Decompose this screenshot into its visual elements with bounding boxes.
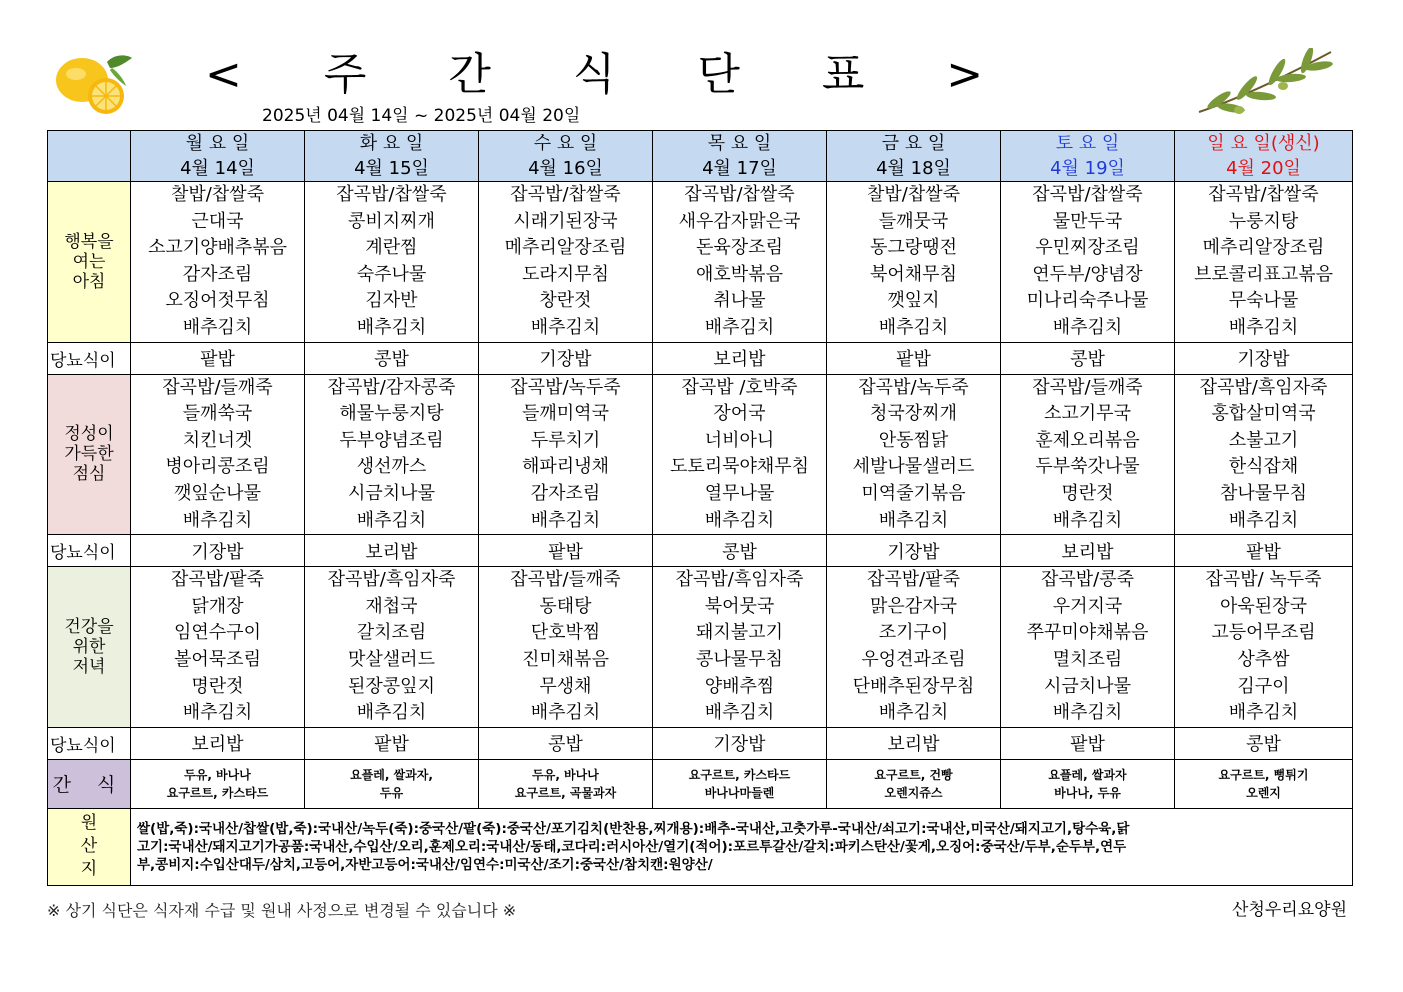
menu-item: 깻잎순나물 bbox=[174, 482, 261, 504]
breakfast-menu-fri bbox=[827, 182, 1001, 343]
lunch-menu-sun bbox=[1175, 374, 1353, 535]
breakfast-diabetic-row bbox=[48, 342, 1353, 374]
menu-item: 훈제오리볶음 bbox=[1035, 429, 1140, 451]
menu-item: 우엉견과조림 bbox=[861, 648, 966, 670]
menu-item: 배추김치 bbox=[1052, 702, 1123, 724]
menu-item: 배추김치 bbox=[530, 509, 601, 531]
dinner-menu-sun bbox=[1175, 567, 1353, 728]
menu-item: 숙주나물 bbox=[356, 263, 427, 285]
breakfast-menu-mon bbox=[131, 182, 305, 343]
breakfast-menu-sat bbox=[1001, 182, 1175, 343]
snack-tue: 요플레, 쌀과자, 두유 bbox=[305, 759, 479, 808]
menu-item: 배추김치 bbox=[704, 316, 775, 338]
menu-item: 배추김치 bbox=[878, 509, 949, 531]
menu-item: 들깨미역국 bbox=[522, 403, 609, 425]
lunch-menu-fri bbox=[827, 374, 1001, 535]
menu-item: 열무나물 bbox=[704, 482, 775, 504]
menu-item: 도토리묵야채무침 bbox=[669, 456, 810, 478]
day-header-tue: 화 요 일 4월 15일 bbox=[305, 131, 479, 182]
menu-item: 깻잎지 bbox=[887, 290, 940, 312]
lunch-diabetic-wed: 팥밥 bbox=[479, 535, 653, 567]
organization-name: 산청우리요양원 bbox=[1232, 900, 1347, 920]
menu-item: 잡곡밥 /호박죽 bbox=[681, 376, 798, 398]
menu-item: 청국장찌개 bbox=[870, 403, 957, 425]
lunch-menu-tue bbox=[305, 374, 479, 535]
menu-item: 잡곡밥/들깨죽 bbox=[510, 569, 621, 591]
snack-thu: 요구르트, 카스타드 바나나마들렌 bbox=[653, 759, 827, 808]
snack-sat: 요플레, 쌀과자 바나나, 두유 bbox=[1001, 759, 1175, 808]
diabetic-label: 당뇨식이 bbox=[48, 342, 131, 374]
breakfast-menu-sun bbox=[1175, 182, 1353, 343]
day-header-sun: 일 요 일(생신) 4월 20일 bbox=[1175, 131, 1353, 182]
menu-item: 우민찌장조림 bbox=[1035, 237, 1140, 259]
menu-item: 배추김치 bbox=[182, 316, 253, 338]
lunch-diabetic-tue: 보리밥 bbox=[305, 535, 479, 567]
lunch-diabetic-fri: 기장밥 bbox=[827, 535, 1001, 567]
menu-item: 미역줄기볶음 bbox=[861, 482, 966, 504]
menu-item: 배추김치 bbox=[704, 509, 775, 531]
menu-item: 상추쌈 bbox=[1237, 648, 1290, 670]
breakfast-diabetic-tue: 콩밥 bbox=[305, 342, 479, 374]
menu-item: 안동찜닭 bbox=[878, 429, 949, 451]
day-header-mon: 월 요 일 4월 14일 bbox=[131, 131, 305, 182]
menu-item: 고등어무조림 bbox=[1211, 622, 1316, 644]
menu-item: 배추김치 bbox=[1052, 316, 1123, 338]
dinner-diabetic-wed: 콩밥 bbox=[479, 727, 653, 759]
day-header-wed: 수 요 일 4월 16일 bbox=[479, 131, 653, 182]
dinner-diabetic-fri: 보리밥 bbox=[827, 727, 1001, 759]
menu-item: 잡곡밥/흑임자죽 bbox=[1199, 376, 1328, 398]
olive-branch-icon bbox=[1195, 48, 1335, 120]
lunch-menu-sat bbox=[1001, 374, 1175, 535]
menu-item: 잡곡밥/콩죽 bbox=[1040, 569, 1134, 591]
snack-row bbox=[48, 759, 1353, 808]
menu-item: 명란젓 bbox=[1061, 482, 1114, 504]
menu-item: 배추김치 bbox=[356, 316, 427, 338]
menu-item: 배추김치 bbox=[1228, 509, 1299, 531]
breakfast-menu-tue bbox=[305, 182, 479, 343]
dinner-diabetic-tue: 팥밥 bbox=[305, 727, 479, 759]
menu-item: 근대국 bbox=[191, 210, 244, 232]
menu-item: 아욱된장국 bbox=[1220, 595, 1307, 617]
footer-note: ※ 상기 식단은 식자재 수급 및 원내 사정으로 변경될 수 있습니다 ※ bbox=[47, 901, 517, 920]
menu-item: 양배추찜 bbox=[704, 675, 775, 697]
menu-item: 새우감자맑은국 bbox=[678, 210, 801, 232]
menu-item: 소고기무국 bbox=[1044, 403, 1131, 425]
page-title: < 주 간 식 단 표 > bbox=[205, 49, 1018, 100]
menu-item: 시금치나물 bbox=[348, 482, 435, 504]
menu-item: 두루치기 bbox=[530, 429, 601, 451]
breakfast-row bbox=[48, 182, 1353, 343]
lunch-menu-thu bbox=[653, 374, 827, 535]
breakfast-diabetic-mon: 팥밥 bbox=[131, 342, 305, 374]
breakfast-diabetic-thu: 보리밥 bbox=[653, 342, 827, 374]
lunch-diabetic-mon: 기장밥 bbox=[131, 535, 305, 567]
menu-item: 맛살샐러드 bbox=[348, 648, 435, 670]
menu-item: 창란젓 bbox=[539, 290, 592, 312]
menu-item: 콩나물무침 bbox=[696, 648, 783, 670]
weekly-menu-table bbox=[47, 130, 1353, 886]
menu-item: 잡곡밥/찹쌀죽 bbox=[1208, 184, 1319, 205]
menu-item: 시금치나물 bbox=[1044, 675, 1131, 697]
origin-label: 원 산 지 bbox=[48, 808, 131, 885]
menu-item: 메추리알장조림 bbox=[504, 237, 627, 259]
menu-item: 단호박찜 bbox=[530, 622, 601, 644]
dinner-label: 건강을 위한 저녁 bbox=[48, 567, 131, 728]
menu-item: 물만두국 bbox=[1052, 210, 1123, 232]
menu-item: 잡곡밥/녹두죽 bbox=[858, 376, 969, 398]
menu-item: 계란찜 bbox=[365, 237, 418, 259]
menu-item: 된장콩잎지 bbox=[348, 675, 435, 697]
lunch-menu-wed bbox=[479, 374, 653, 535]
menu-item: 해물누룽지탕 bbox=[339, 403, 444, 425]
menu-item: 도라지무침 bbox=[522, 263, 609, 285]
menu-item: 잡곡밥/감자콩죽 bbox=[327, 376, 456, 398]
menu-item: 장어국 bbox=[713, 403, 766, 425]
menu-item: 두부쑥갓나물 bbox=[1035, 456, 1140, 478]
snack-sun: 요구르트, 뻥튀기 오렌지 bbox=[1175, 759, 1353, 808]
menu-item: 임연수구이 bbox=[174, 622, 261, 644]
day-header-sat: 토 요 일 4월 19일 bbox=[1001, 131, 1175, 182]
menu-item: 소불고기 bbox=[1228, 429, 1299, 451]
dinner-menu-wed bbox=[479, 567, 653, 728]
menu-item: 세발나물샐러드 bbox=[852, 456, 975, 478]
menu-item: 갈치조림 bbox=[356, 622, 427, 644]
menu-item: 멸치조림 bbox=[1052, 648, 1123, 670]
menu-item: 치킨너겟 bbox=[182, 429, 253, 451]
menu-item: 시래기된장국 bbox=[513, 210, 618, 232]
menu-item: 볼어묵조림 bbox=[174, 648, 261, 670]
dinner-diabetic-thu: 기장밥 bbox=[653, 727, 827, 759]
menu-item: 김구이 bbox=[1237, 675, 1290, 697]
menu-item: 소고기양배추볶음 bbox=[147, 237, 288, 259]
lunch-diabetic-sat: 보리밥 bbox=[1001, 535, 1175, 567]
dinner-menu-fri bbox=[827, 567, 1001, 728]
menu-item: 배추김치 bbox=[704, 702, 775, 724]
origin-row bbox=[48, 808, 1353, 885]
dinner-row bbox=[48, 567, 1353, 728]
lemon-icon bbox=[52, 48, 136, 118]
menu-item: 배추김치 bbox=[182, 702, 253, 724]
menu-item: 감자조림 bbox=[530, 482, 601, 504]
lunch-diabetic-sun: 팥밥 bbox=[1175, 535, 1353, 567]
day-header-thu: 목 요 일 4월 17일 bbox=[653, 131, 827, 182]
menu-item: 배추김치 bbox=[356, 702, 427, 724]
menu-item: 닭개장 bbox=[191, 595, 244, 617]
menu-item: 잡곡밥/흑임자죽 bbox=[675, 569, 804, 591]
dinner-diabetic-sun: 콩밥 bbox=[1175, 727, 1353, 759]
menu-item: 잡곡밥/ 녹두죽 bbox=[1205, 569, 1322, 591]
menu-item: 잡곡밥/찹쌀죽 bbox=[684, 184, 795, 205]
origin-text: 쌀(밥,죽):국내산/찹쌀(밥,죽):국내산/녹두(죽):중국산/팥(죽):중국산/포기김치(반찬용,찌개용):배추-국내산,고춧가루-국내산/쇠고기:국내산,미국산/돼지고기,탕수육,닭 고기:국내산/돼지고기가공품:국내산,수입산/오리,훈제오리:국내산/동태,코다리:러시아산/열기(적어):포르투갈산/갈치:파키스탄산/꽃게,오징어:중국산/두부,순두부,연두 부,콩비지:수입산대두/삼치,고등어,자반고등어:국내산/임연수:미국산/조기:중국산/참치캔:원양산/ bbox=[131, 808, 1353, 885]
menu-item: 잡곡밥/찹쌀죽 bbox=[336, 184, 447, 205]
menu-item: 잡곡밥/팥죽 bbox=[170, 569, 264, 591]
breakfast-diabetic-sat: 콩밥 bbox=[1001, 342, 1175, 374]
lunch-menu-mon bbox=[131, 374, 305, 535]
menu-item: 배추김치 bbox=[530, 702, 601, 724]
menu-item: 잡곡밥/찹쌀죽 bbox=[510, 184, 621, 205]
menu-item: 연두부/양념장 bbox=[1032, 263, 1143, 285]
day-header-fri: 금 요 일 4월 18일 bbox=[827, 131, 1001, 182]
dinner-menu-tue bbox=[305, 567, 479, 728]
dinner-diabetic-row bbox=[48, 727, 1353, 759]
menu-item: 찰밥/찹쌀죽 bbox=[170, 184, 264, 205]
menu-item: 잡곡밥/들깨죽 bbox=[162, 376, 273, 398]
breakfast-menu-thu bbox=[653, 182, 827, 343]
menu-item: 조기구이 bbox=[878, 622, 949, 644]
menu-item: 브로콜리표고볶음 bbox=[1193, 263, 1334, 285]
menu-item: 잡곡밥/흑임자죽 bbox=[327, 569, 456, 591]
menu-item: 동그랑땡전 bbox=[870, 237, 957, 259]
menu-item: 감자조림 bbox=[182, 263, 253, 285]
menu-item: 북어뭇국 bbox=[704, 595, 775, 617]
dinner-diabetic-mon: 보리밥 bbox=[131, 727, 305, 759]
breakfast-label: 행복을 여는 아침 bbox=[48, 182, 131, 343]
menu-item: 생선까스 bbox=[356, 456, 427, 478]
menu-item: 배추김치 bbox=[1052, 509, 1123, 531]
menu-item: 돈육장조림 bbox=[696, 237, 783, 259]
menu-item: 누룽지탕 bbox=[1228, 210, 1299, 232]
menu-item: 들깨뭇국 bbox=[878, 210, 949, 232]
menu-item: 콩비지찌개 bbox=[348, 210, 435, 232]
menu-item: 취나물 bbox=[713, 290, 766, 312]
corner-cell bbox=[48, 131, 131, 182]
menu-item: 맑은감자국 bbox=[870, 595, 957, 617]
diabetic-label: 당뇨식이 bbox=[48, 535, 131, 567]
menu-item: 미나리숙주나물 bbox=[1026, 290, 1149, 312]
dinner-menu-sat bbox=[1001, 567, 1175, 728]
menu-item: 배추김치 bbox=[356, 509, 427, 531]
menu-item: 해파리냉채 bbox=[522, 456, 609, 478]
breakfast-diabetic-sun: 기장밥 bbox=[1175, 342, 1353, 374]
lunch-label: 정성이 가득한 점심 bbox=[48, 374, 131, 535]
menu-item: 잡곡밥/녹두죽 bbox=[510, 376, 621, 398]
menu-item: 진미채볶음 bbox=[522, 648, 609, 670]
menu-item: 배추김치 bbox=[1228, 702, 1299, 724]
menu-item: 참나물무침 bbox=[1220, 482, 1307, 504]
menu-item: 오징어젓무침 bbox=[165, 290, 270, 312]
menu-item: 김자반 bbox=[365, 290, 418, 312]
day-header-row bbox=[48, 131, 1353, 182]
menu-item: 메추리알장조림 bbox=[1202, 237, 1325, 259]
menu-item: 애호박볶음 bbox=[696, 263, 783, 285]
menu-item: 배추김치 bbox=[530, 316, 601, 338]
menu-item: 돼지불고기 bbox=[696, 622, 783, 644]
snack-mon: 두유, 바나나 요구르트, 카스타드 bbox=[131, 759, 305, 808]
breakfast-diabetic-wed: 기장밥 bbox=[479, 342, 653, 374]
menu-item: 배추김치 bbox=[878, 702, 949, 724]
dinner-menu-mon bbox=[131, 567, 305, 728]
dinner-diabetic-sat: 팥밥 bbox=[1001, 727, 1175, 759]
menu-item: 명란젓 bbox=[191, 675, 244, 697]
menu-item: 무숙나물 bbox=[1228, 290, 1299, 312]
menu-item: 배추김치 bbox=[182, 509, 253, 531]
menu-item: 잡곡밥/찹쌀죽 bbox=[1032, 184, 1143, 205]
menu-item: 너비아니 bbox=[704, 429, 775, 451]
menu-item: 동태탕 bbox=[539, 595, 592, 617]
menu-item: 배추김치 bbox=[878, 316, 949, 338]
snack-fri: 요구르트, 건빵 오렌지쥬스 bbox=[827, 759, 1001, 808]
menu-item: 배추김치 bbox=[1228, 316, 1299, 338]
lunch-diabetic-row bbox=[48, 535, 1353, 567]
snack-label: 간 식 bbox=[48, 759, 131, 808]
menu-item: 찰밥/찹쌀죽 bbox=[866, 184, 960, 205]
menu-item: 무생채 bbox=[539, 675, 592, 697]
dinner-menu-thu bbox=[653, 567, 827, 728]
breakfast-menu-wed bbox=[479, 182, 653, 343]
menu-item: 북어채무침 bbox=[870, 263, 957, 285]
date-range: 2025년 04월 14일 ~ 2025년 04월 20일 bbox=[262, 106, 581, 126]
breakfast-diabetic-fri: 팥밥 bbox=[827, 342, 1001, 374]
menu-item: 들깨쑥국 bbox=[182, 403, 253, 425]
snack-wed: 두유, 바나나 요구르트, 곡물과자 bbox=[479, 759, 653, 808]
menu-item: 쭈꾸미야채볶음 bbox=[1026, 622, 1149, 644]
menu-item: 단배추된장무침 bbox=[852, 675, 975, 697]
menu-item: 병아리콩조림 bbox=[165, 456, 270, 478]
menu-item: 잡곡밥/팥죽 bbox=[866, 569, 960, 591]
menu-item: 우거지국 bbox=[1052, 595, 1123, 617]
menu-item: 잡곡밥/들깨죽 bbox=[1032, 376, 1143, 398]
lunch-row bbox=[48, 374, 1353, 535]
lunch-diabetic-thu: 콩밥 bbox=[653, 535, 827, 567]
menu-item: 두부양념조림 bbox=[339, 429, 444, 451]
diabetic-label: 당뇨식이 bbox=[48, 727, 131, 759]
menu-item: 재첩국 bbox=[365, 595, 418, 617]
menu-item: 한식잡채 bbox=[1228, 456, 1299, 478]
menu-item: 홍합살미역국 bbox=[1211, 403, 1316, 425]
